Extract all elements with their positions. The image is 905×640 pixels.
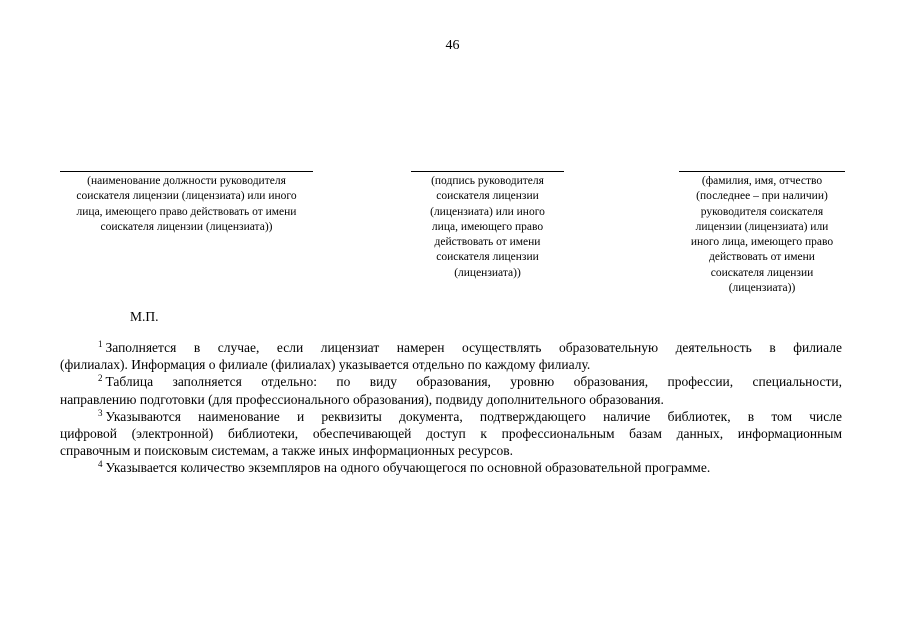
caption-line: соискателя лицензии — [436, 251, 539, 264]
footnote — [60, 339, 842, 373]
caption-line: соискателя лицензии (лицензиата)) — [100, 220, 273, 233]
signature-position-caption — [60, 171, 313, 235]
caption-line: (лицензиата)) — [454, 266, 521, 279]
footnote — [60, 373, 842, 407]
signature-fullname-caption — [679, 171, 845, 296]
caption-line: лица, имеющего право действовать от имени — [76, 205, 297, 218]
caption-line: (лицензиата)) — [728, 282, 796, 295]
caption-line: действовать от имени — [434, 236, 541, 249]
signature-caption — [411, 171, 564, 281]
footnote — [60, 459, 842, 476]
caption-line: действовать от имени — [709, 251, 815, 264]
page-number: 46 — [445, 38, 460, 53]
footnote-line: (филиалах). Информация о филиале (филиалах) указывается отдельно по каждому филиалу. — [60, 357, 591, 373]
footnote-line: $^3$ Указываются наименование и реквизиты документа, подтверждающего наличие библиотек, в том числе — [98, 407, 842, 424]
footnotes — [60, 339, 842, 477]
caption-line: иного лица, имеющего право — [690, 236, 834, 249]
caption-line: (подпись руководителя — [431, 175, 544, 187]
caption-line: (лицензиата) или иного — [430, 205, 545, 218]
footnote-line: $^2$ Таблица заполняется отдельно: по виду образования, уровню образования, профессии, специальности, — [98, 373, 842, 390]
caption-line: руководителя соискателя — [700, 205, 824, 218]
caption-line: лицензии (лицензиата) или — [695, 220, 829, 233]
caption-line: (фамилия, имя, отчество — [701, 175, 823, 187]
caption-line: соискателя лицензии (лицензиата) или иного — [76, 190, 297, 203]
footnote-marker: 4 — [98, 459, 103, 470]
caption-line: (наименование должности руководителя — [87, 175, 286, 187]
footnote-line: справочным и поисковым системам, а также иных информационных ресурсов. — [60, 443, 514, 459]
footnote-line: цифровой (электронной) библиотеки, обеспечивающей доступ к профессиональным базам данных, информационным — [60, 426, 842, 442]
footnote-line: $^4$ Указывается количество экземпляров на одного обучающегося по основной образовательной программе. — [98, 459, 711, 476]
caption-line: соискателя лицензии — [710, 266, 814, 279]
caption-line: (последнее – при наличии) — [696, 190, 828, 203]
footnote-marker: 3 — [98, 407, 103, 418]
footnote — [60, 408, 842, 460]
footnote-marker: 1 — [98, 339, 103, 349]
caption-line: соискателя лицензии — [436, 190, 539, 203]
footnote-line: $^1$ Заполняется в случае, если лицензиат намерен осуществлять образовательную деятельность в филиале — [98, 339, 842, 355]
footnote-line: направлению подготовки (для профессионального образования), подвиду дополнительного образования. — [60, 391, 664, 407]
footnote-marker: 2 — [98, 373, 103, 384]
caption-line: лица, имеющего право — [431, 220, 544, 233]
seal-label: М.П. — [130, 309, 159, 324]
